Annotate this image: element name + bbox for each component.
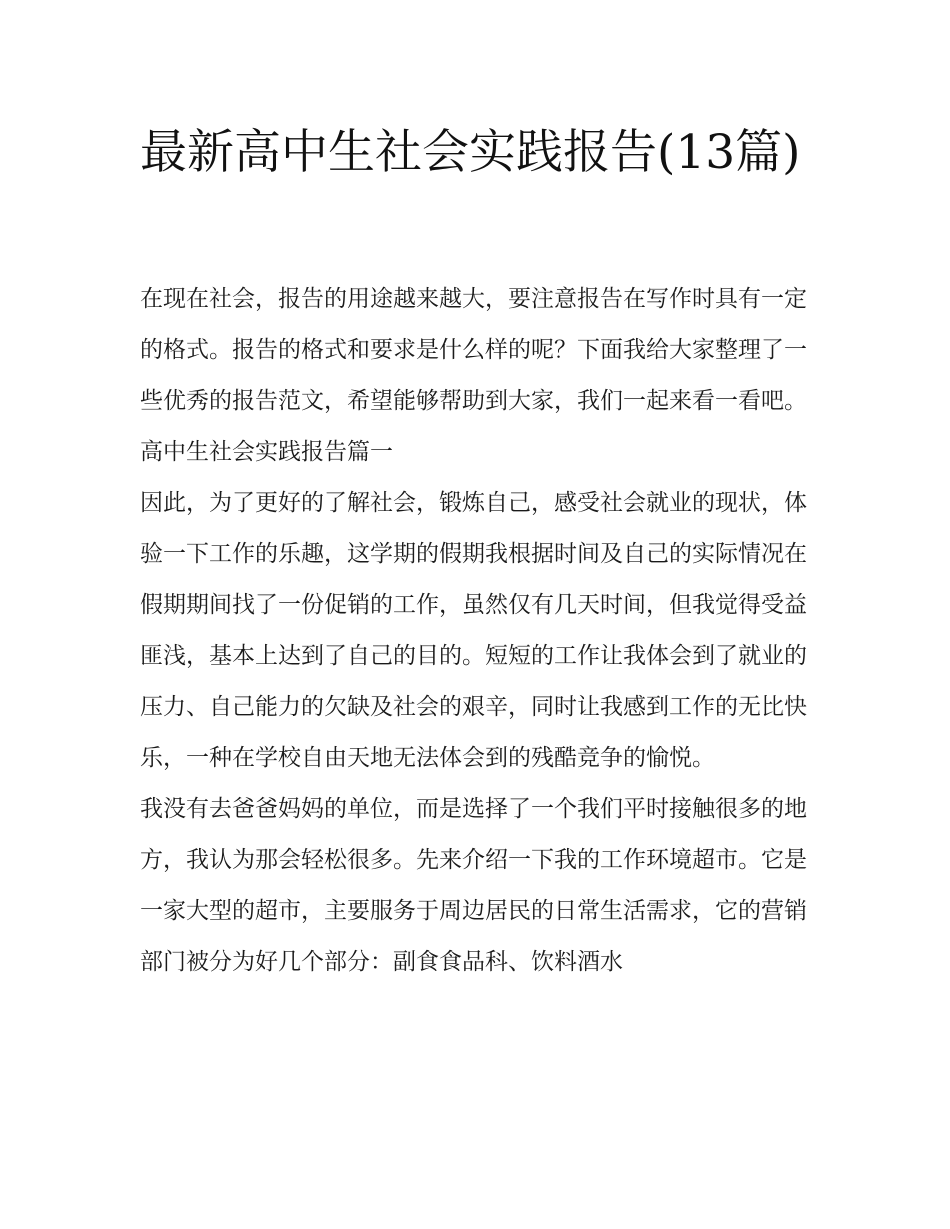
intro-paragraph: 在现在社会，报告的用途越来越大，要注意报告在写作时具有一定的格式。报告的格式和要求是什么样的呢？下面我给大家整理了一些优秀的报告范文，希望能够帮助到大家，我们一起来看一看吧。 xyxy=(140,286,807,414)
section-heading: 高中生社会实践报告篇一 xyxy=(140,439,393,465)
body-paragraph-1: 因此，为了更好的了解社会，锻炼自己，感受社会就业的现状，体验一下工作的乐趣，这学期的假期我根据时间及自己的实际情况在假期期间找了一份促销的工作，虽然仅有几天时间，但我觉得受益匪浅，基本上达到了自己的目的。短短的工作让我体会到了就业的压力、自己能力的欠缺及社会的艰辛，同时让我感到工作的无比快乐，一种在学校自由天地无法体会到的残酷竞争的愉悦。 xyxy=(140,490,807,771)
document-title: 最新高中生社会实践报告(13篇) xyxy=(140,125,801,180)
body-paragraph-2: 我没有去爸爸妈妈的单位，而是选择了一个我们平时接触很多的地方，我认为那会轻松很多。先来介绍一下我的工作环境超市。它是一家大型的超市，主要服务于周边居民的日常生活需求，它的营销部门被分为好几个部分：副食食品科、饮料酒水 xyxy=(140,796,807,975)
document-body xyxy=(140,274,820,988)
